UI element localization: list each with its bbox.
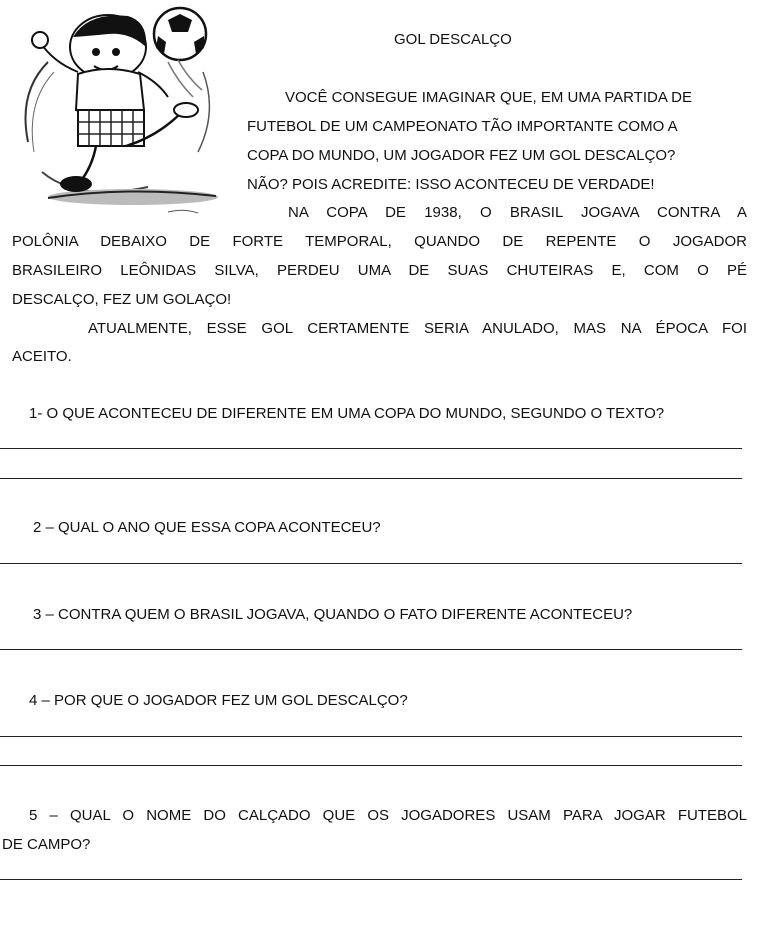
question-4: 4 – POR QUE O JOGADOR FEZ UM GOL DESCALÇO? xyxy=(29,692,408,709)
closing-line-1: ATUALMENTE, ESSE GOL CERTAMENTE SERIA ANULADO, MAS NA ÉPOCA FOI xyxy=(88,320,747,337)
intro-line-4: NÃO? POIS ACREDITE: ISSO ACONTECEU DE VERDADE! xyxy=(247,176,655,193)
question-1: 1- O QUE ACONTECEU DE DIFERENTE EM UMA COPA DO MUNDO, SEGUNDO O TEXTO? xyxy=(29,405,665,422)
question-3: 3 – CONTRA QUEM O BRASIL JOGAVA, QUANDO O FATO DIFERENTE ACONTECEU? xyxy=(33,606,633,623)
intro-line-3: COPA DO MUNDO, UM JOGADOR FEZ UM GOL DESCALÇO? xyxy=(247,147,676,164)
boy-kicking-ball-illustration xyxy=(18,2,222,222)
question-2: 2 – QUAL O ANO QUE ESSA COPA ACONTECEU? xyxy=(33,519,381,536)
answer-line-5[interactable] xyxy=(0,879,742,880)
intro-line-2: FUTEBOL DE UM CAMPEONATO TÃO IMPORTANTE COMO A xyxy=(247,118,678,135)
answer-line-2[interactable] xyxy=(0,563,742,564)
answer-line-1b[interactable] xyxy=(0,478,742,479)
worksheet-title: GOL DESCALÇO xyxy=(394,31,512,48)
answer-line-4b[interactable] xyxy=(0,765,742,766)
football-icon xyxy=(154,8,206,60)
intro-line-1: VOCÊ CONSEGUE IMAGINAR QUE, EM UMA PARTIDA DE xyxy=(285,89,693,106)
closing-line-2: ACEITO. xyxy=(12,348,72,365)
answer-line-4a[interactable] xyxy=(0,736,742,737)
story-line-3: BRASILEIRO LEÔNIDAS SILVA, PERDEU UMA DE SUAS CHUTEIRAS E, COM O PÉ xyxy=(12,262,747,279)
answer-line-1a[interactable] xyxy=(0,448,742,449)
story-line-2: POLÔNIA DEBAIXO DE FORTE TEMPORAL, QUANDO DE REPENTE O JOGADOR xyxy=(12,233,747,250)
story-line-4: DESCALÇO, FEZ UM GOLAÇO! xyxy=(12,291,232,308)
question-5-line-1: 5 – QUAL O NOME DO CALÇADO QUE OS JOGADORES USAM PARA JOGAR FUTEBOL xyxy=(29,807,747,824)
answer-line-3[interactable] xyxy=(0,649,742,650)
question-5-line-2: DE CAMPO? xyxy=(2,836,91,853)
story-line-1: NA COPA DE 1938, O BRASIL JOGAVA CONTRA A xyxy=(288,204,747,221)
